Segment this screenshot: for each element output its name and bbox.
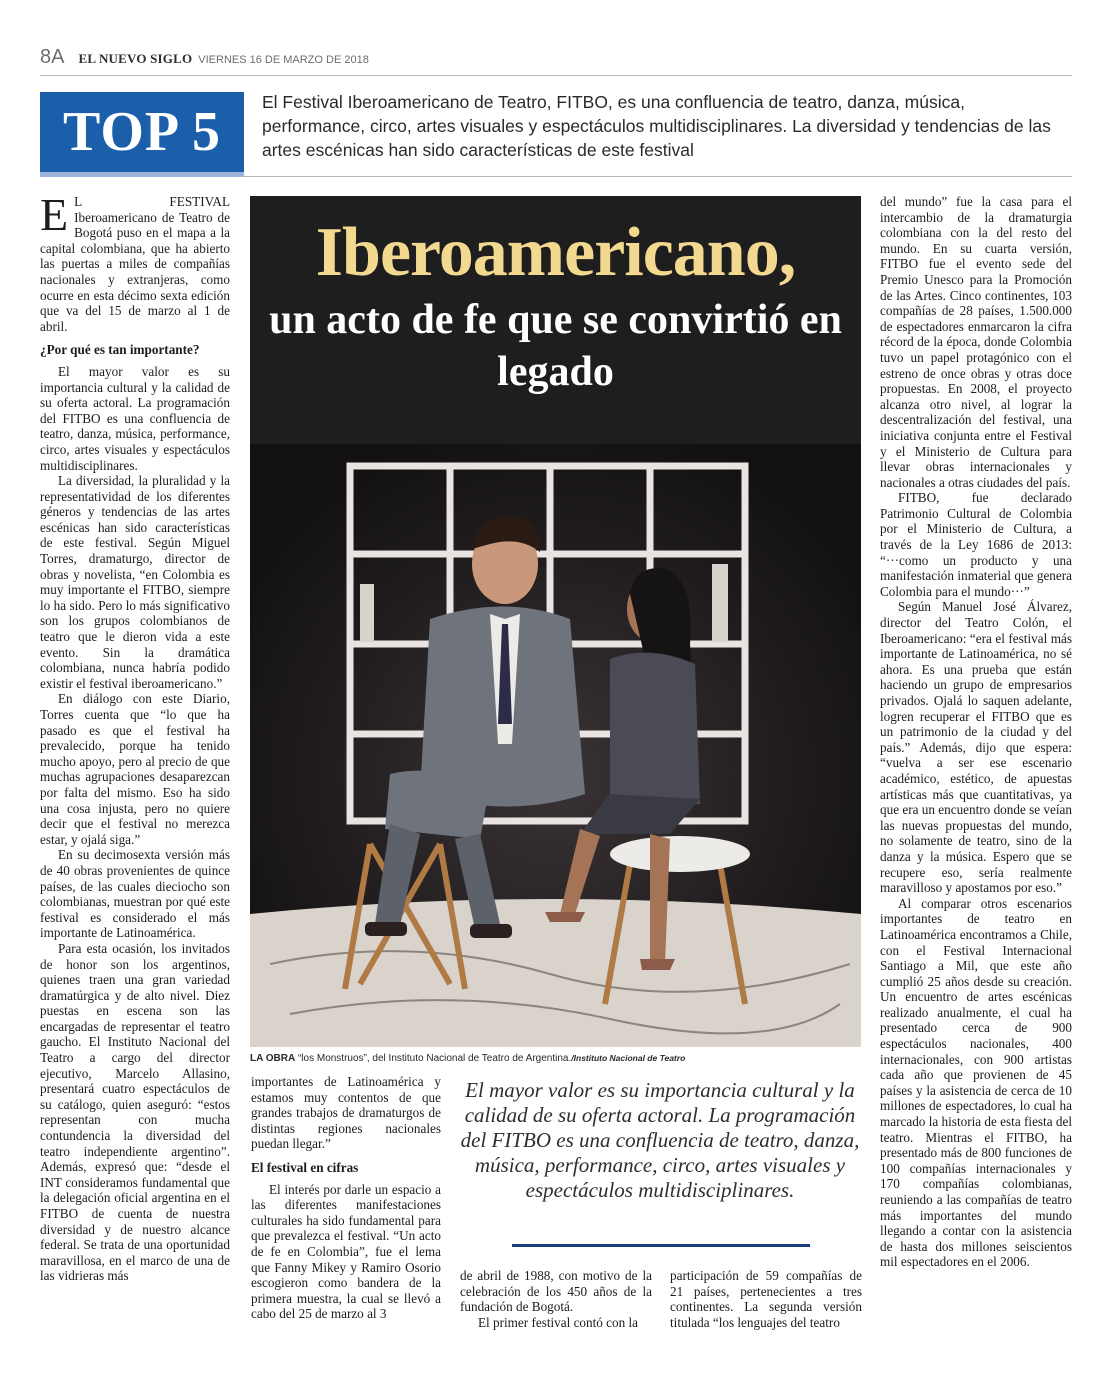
page-number: 8A [40,46,65,68]
body-paragraph: El mayor valor es su importancia cultural y la calidad de su oferta actoral. La programación del FITBO es una confluencia de teatro, danza, música, performance, circo, artes visuales y espectáculos multidisciplinares. [40,363,230,473]
drop-cap: E [40,189,69,240]
bottle [360,584,374,642]
article-column-4 [670,1268,862,1330]
section-badge: TOP 5 [40,92,244,172]
subhead-figures: El festival en cifras [251,1159,359,1175]
photo-credit: /Instituto Nacional de Teatro [571,1053,686,1063]
deck-divider [244,176,1072,177]
stage-photo-illustration [250,444,861,1047]
article-column-3 [460,1268,652,1330]
body-paragraph: de abril de 1988, con motivo de la celebración de los 450 años de la fundación de Bogotá. [460,1268,652,1315]
subhead-importance: ¿Por qué es tan importante? [40,342,200,358]
pull-quote: El mayor valor es su importancia cultural y la calidad de su oferta actoral. La programación del FITBO es una confluencia de teatro, danza, música, performance, circo, artes visuales y espectáculos multidisciplinares. [460,1078,860,1202]
caption-text: “los Monstruos”, del Instituto Nacional de Teatro de Argentina. [295,1053,572,1064]
headline-secondary: un acto de fe que se convirtió en legado [269,297,842,395]
page-folio [40,46,1072,76]
chair-seat [610,836,750,872]
headline-main: Iberoamericano, [315,214,796,291]
lead-paragraph [40,189,230,334]
newspaper-name: EL NUEVO SIGLO [78,51,193,66]
article-column-5 [880,194,1072,1270]
body-paragraph: Para esta ocasión, los invitados de honor son los argentinos, quienes traen una gran variedad dramatúrgica y de alto nivel. Diez puestas en escena son las encargadas de representar el teatro gaucho. El Instituto Nacional del Teatro a cargo del director ejecutivo, Marcelo Allasino, presentará cuatro espectáculos de su catálogo, quien aseguró: “estos representan con mucha contundencia la diversidad del teatro independiente argentino”. Además, expresó que: “desde el INT consideramos fundamental que la delegación oficial argentina en el FITBO de cuenta de nuestra diversidad y de nuestro alcance federal. Se trata de una oportunidad maravillosa, en el marco de una de las vidrieras más [40,940,230,1284]
article-column-1 [40,189,230,1284]
bottle [712,564,728,642]
caption-lead: LA OBRA [250,1053,296,1064]
issue-date: VIERNES 16 DE MARZO DE 2018 [198,54,369,66]
pull-quote-rule [512,1244,810,1247]
body-paragraph: La diversidad, la pluralidad y la representatividad de los diferentes géneros y tendencias de las artes escénicas han sido características de este festival. Según Miguel Torres, dramaturgo, director de obras y novelista, “en Colombia es muy importante el FITBO, siempre lo ha sido. Pero lo más significativo son los grupos colombianos de teatro que le dieron vida a este evento. Sin la dramática colombiana, nunca habría podido existir el festival iberoamericano.” [40,473,230,691]
article-photo [250,444,861,1047]
body-paragraph: importantes de Latinoamérica y estamos muy contentos de que grandes trabajos de dramaturgos de distintas regiones nacionales puedan llegar.” [251,1074,441,1152]
photo-caption [250,1053,861,1064]
article-deck: El Festival Iberoamericano de Teatro, FITBO, es una confluencia de teatro, danza, música, performance, circo, artes visuales y espectáculos multidisciplinares. La diversidad y tendencias de las artes escénicas han sido características de este festival [262,92,1051,160]
section-badge-underline [40,172,244,177]
body-paragraph: En diálogo con este Diario, Torres cuenta que “lo que ha pasado es que el festival ha prevalecido, porque ha tenido mucho apoyo, pero al precio de que muchas agrupaciones desaparezcan por falta del mismo. Eso ha sido una cosa injusta, pero no quiere decir que el festival no merezca estar, y ojalá siga.” [40,691,230,847]
body-paragraph: participación de 59 compañías de 21 países, pertenecientes a tres continentes. La segunda versión titulada “los lenguajes del teatro [670,1268,862,1330]
body-paragraph: El interés por darle un espacio a las diferentes manifestaciones culturales ha sido fundamental para que prevalezca el festival. “Un acto de fe en Colombia”, fue el lema que Fanny Mikey y Ramiro Osorio escogieron como bandera de la primera muestra, la cual se llevó a cabo del 25 de marzo al 3 [251,1181,441,1322]
headline-block [250,196,861,444]
body-paragraph: FITBO, fue declarado Patrimonio Cultural de Colombia por el Ministerio de Cultura, a través de la Ley 1686 de 2013: “···como un producto y una manifestación inmaterial que genera Colombia para el mundo···” [880,490,1072,599]
body-paragraph: del mundo” fue la casa para el intercambio de la dramaturgia colombiana con la del resto del mundo. En su cuarta versión, FITBO fue el evento sede del Premio Unesco para la Promoción de las Artes. Cinco continentes, 103 compañías de 28 países, 1.500.000 de espectadores enmarcaron la cifra récord de la época, donde Colombia tuvo un papel protagónico con el estreno de once obras y otras doce propuestas. En 2008, el proyecto alcanza otro nivel, al lograr la descentralización del festival, una iniciativa conjunta entre el Festival y el Ministerio de Cultura para llevar obras internacionales y nacionales a otras ciudades del país. [880,194,1072,490]
body-paragraph: Según Manuel José Álvarez, director del Teatro Colón, el Iberoamericano: “era el festival más importante de Latinoamérica, no sé ahora. Es una prueba que están haciendo un grupo de empresarios privados. Ojalá lo saquen adelante, logren recuperar el FITBO que es un patrimonio de la ciudad y del país.” Además, dijo que espera: “vuelva a ser ese escenario académico, estético, de apuestas artísticas más que cuantitativas, ya que era un encuentro donde se veían las nuevas propuestas del mundo, no solamente de teatro, sino de la danza y la música. Espero que se recupere eso, sería realmente maravilloso y apostamos por eso.” [880,599,1072,896]
lead-text: L FESTIVAL Iberoamericano de Teatro de Bogotá puso en el mapa a la capital colombiana, que ha abierto las puertas a miles de compañías nacionales y extranjeras, como ocurre en esta décimo sexta edición que va del 15 de marzo al 1 de abril. [40,194,230,334]
body-paragraph: El primer festival contó con la [478,1314,639,1330]
body-paragraph: Al comparar otros escenarios importantes de teatro en Latinoamérica encontramos a Chile, con el Festival Internacional Santiago a Mil, que este año cumplió 25 años desde su creación. Un encuentro de artes escénicas realizado anualmente, el cual ha presentado cerca de 900 espectáculos nacionales, 400 internacionales, con 900 artistas cada año que provienen de 45 países y la asistencia de cerca de 10 millones de espectadores, lo cual ha marcado la historia de esta fiesta del teatro. Mientras el FITBO, ha presentado más de 800 funciones de 100 compañías internacionales y 170 compañías colombianas, reuniendo a las compañías de teatro más importantes del mundo llegando a contar con la asistencia de hasta dos millones seiscientos mil espectadores en el 2006. [880,895,1072,1270]
article-column-2 [251,1074,441,1322]
body-paragraph: En su decimosexta versión más de 40 obras provenientes de quince países, de las cuales dieciocho son colombianas, muestran por qué este festival es considerado el más importante de Latinoamérica. [40,847,230,941]
